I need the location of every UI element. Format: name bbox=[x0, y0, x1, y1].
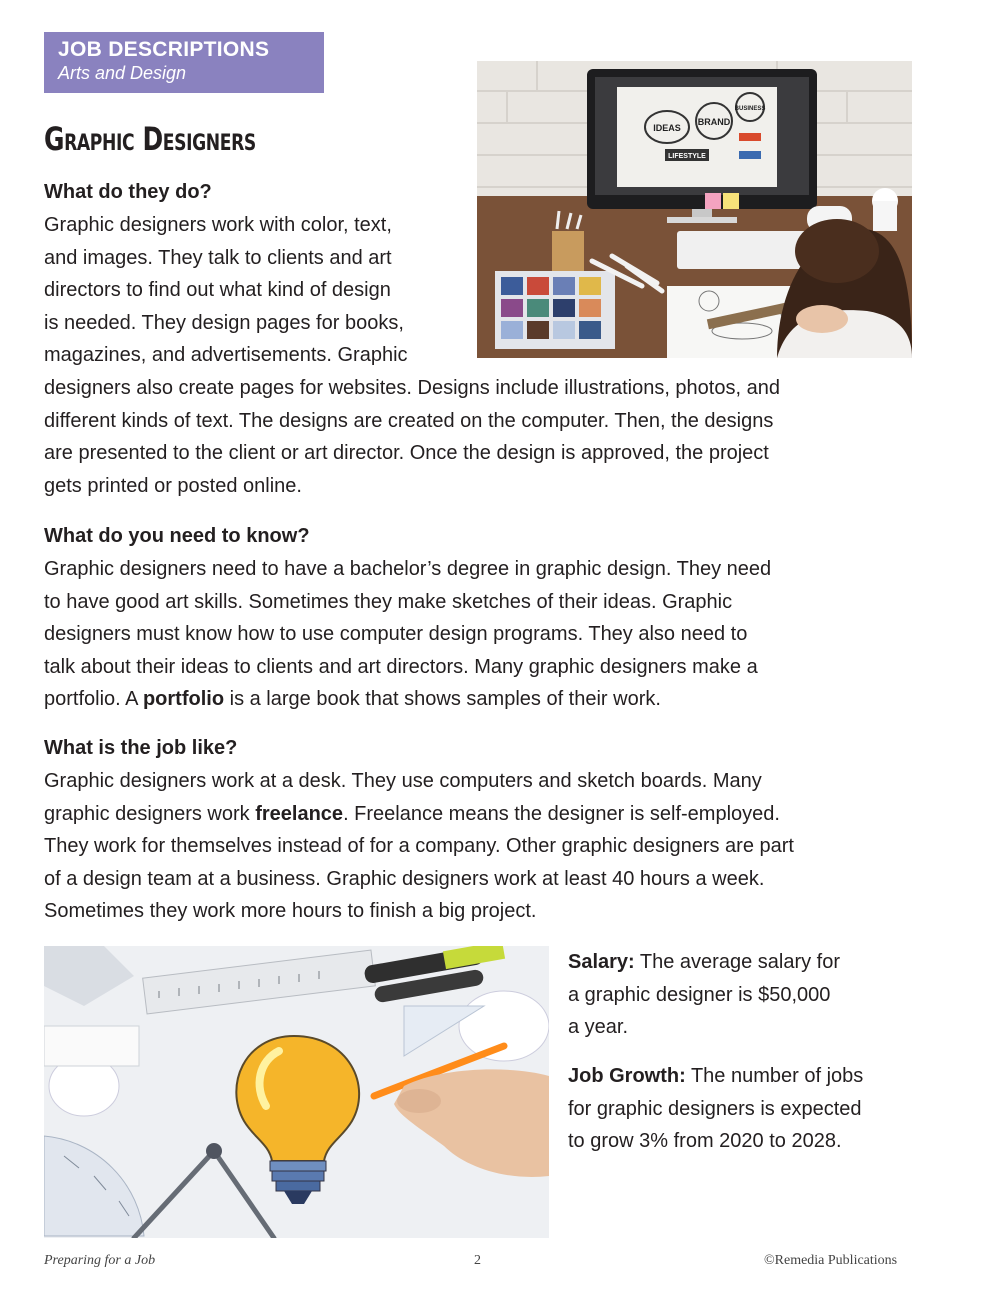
text-line: Graphic designers need to have a bachelor’s degree in graphic design. They need bbox=[44, 558, 772, 580]
text-line: is needed. They design pages for books, bbox=[44, 311, 404, 334]
text-line: and images. They talk to clients and art bbox=[44, 246, 392, 269]
term-freelance: freelance bbox=[255, 802, 344, 825]
text-line: They work for themselves instead of for a company. Other graphic designers are part bbox=[44, 835, 794, 858]
job-growth-text: The number of jobs bbox=[685, 1065, 864, 1087]
footer-page-number: 2 bbox=[474, 1253, 481, 1268]
text-line bbox=[568, 1060, 863, 1093]
text-line: are presented to the client or art director. Once the design is approved, the project bbox=[44, 442, 769, 465]
text-line: different kinds of text. The designs are created on the computer. Then, the designs bbox=[44, 409, 774, 432]
logo-brand: BRAND bbox=[697, 117, 731, 127]
text-run: is a large book that shows samples of their work. bbox=[224, 688, 661, 711]
paragraph-what-they-do bbox=[44, 209, 780, 502]
section-header-box bbox=[44, 32, 324, 93]
heading-need-to-know: What do you need to know? bbox=[44, 525, 310, 547]
text-line: Graphic designers work at a desk. They use computers and sketch boards. Many bbox=[44, 770, 762, 792]
text-line: for graphic designers is expected bbox=[568, 1097, 862, 1120]
text-line: to grow 3% from 2020 to 2028. bbox=[568, 1130, 842, 1153]
page-title: Graphic Designers bbox=[44, 120, 256, 158]
heading-what-they-do: What do they do? bbox=[44, 181, 212, 203]
text-line: gets printed or posted online. bbox=[44, 474, 302, 497]
text-line bbox=[44, 798, 794, 831]
text-line: directors to find out what kind of design bbox=[44, 279, 391, 302]
heading-job-like: What is the job like? bbox=[44, 737, 238, 759]
text-run: . Freelance means the designer is self-employed. bbox=[343, 802, 780, 825]
salary-block bbox=[568, 946, 840, 1044]
footer-book-title: Preparing for a Job bbox=[44, 1253, 156, 1268]
text-run: portfolio. A bbox=[44, 688, 143, 711]
text-line: a graphic designer is $50,000 bbox=[568, 983, 831, 1006]
logo-ideas: IDEAS bbox=[653, 123, 681, 133]
text-line: of a design team at a business. Graphic designers work at least 40 hours a week. bbox=[44, 867, 765, 890]
salary-label: Salary: bbox=[568, 951, 635, 973]
text-line: talk about their ideas to clients and art directors. Many graphic designers make a bbox=[44, 655, 758, 678]
term-portfolio: portfolio bbox=[142, 688, 225, 711]
logo-business: BUSINESS bbox=[734, 106, 766, 112]
text-line bbox=[44, 683, 771, 716]
text-line: designers also create pages for websites. Designs include illustrations, photos, and bbox=[44, 376, 780, 399]
header-title: JOB DESCRIPTIONS bbox=[58, 38, 270, 61]
logo-lifestyle: LIFESTYLE bbox=[668, 153, 706, 160]
text-line: to have good art skills. Sometimes they make sketches of their ideas. Graphic bbox=[44, 590, 733, 613]
text-line: a year. bbox=[568, 1016, 629, 1039]
text-line: magazines, and advertisements. Graphic bbox=[44, 344, 408, 367]
lightbulb-drawing-photo bbox=[44, 946, 549, 1238]
salary-text: The average salary for bbox=[634, 951, 841, 973]
header-subtitle: Arts and Design bbox=[58, 63, 187, 83]
text-line: designers must know how to use computer design programs. They also need to bbox=[44, 623, 748, 646]
footer-publisher: ©Remedia Publications bbox=[764, 1253, 898, 1268]
paragraph-need-to-know bbox=[44, 553, 771, 716]
text-run: graphic designers work bbox=[44, 802, 256, 825]
text-line bbox=[568, 946, 840, 979]
paragraph-job-like bbox=[44, 765, 794, 928]
text-line: Graphic designers work with color, text, bbox=[44, 214, 392, 236]
job-growth-label: Job Growth: bbox=[568, 1065, 686, 1087]
job-growth-block bbox=[568, 1060, 863, 1158]
text-line: Sometimes they work more hours to finish a big project. bbox=[44, 900, 537, 923]
